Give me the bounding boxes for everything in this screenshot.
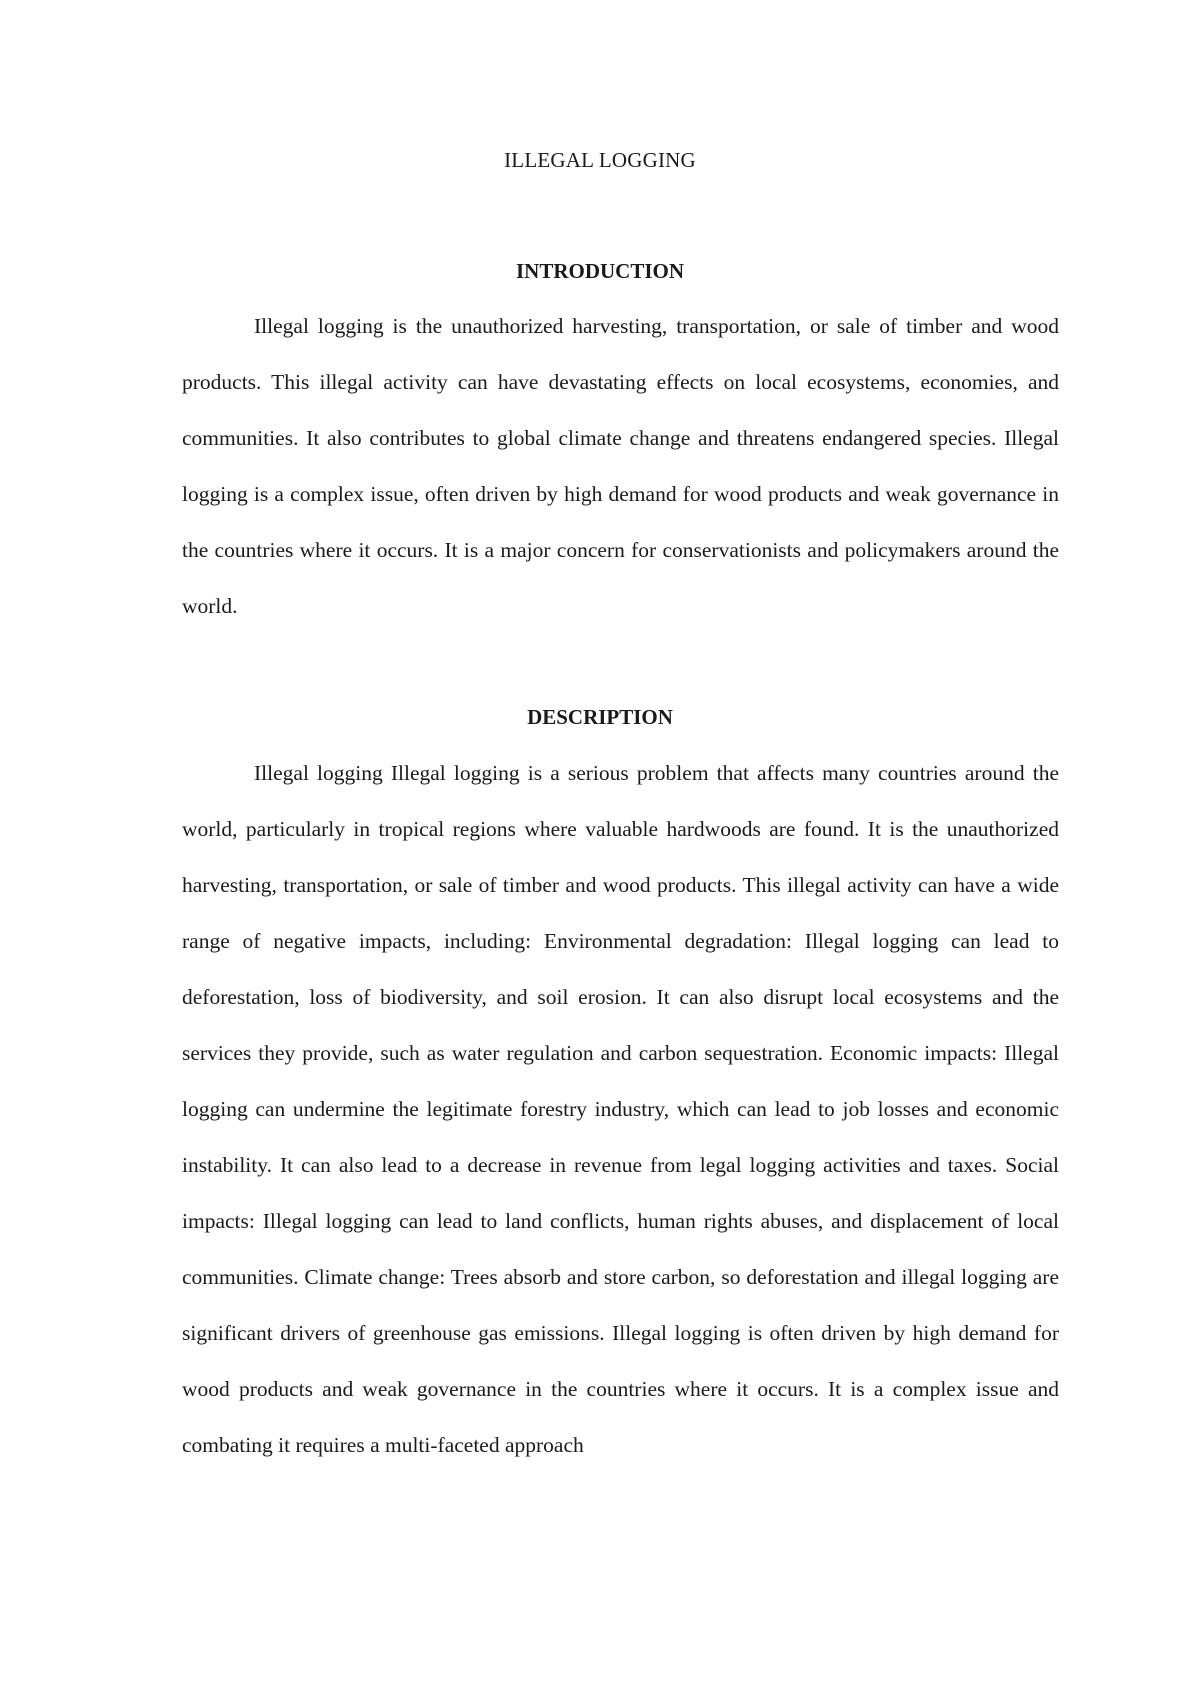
paragraph-introduction: Illegal logging is the unauthorized harvesting, transportation, or sale of timber and wood products. This illegal activity can have devastating effects on local ecosystems, economies, and communities. It also contributes to global climate change and threatens endangered species. Illegal logging is a complex issue, often driven by high demand for wood products and weak governance in the countries where it occurs. It is a major concern for conservationists and policymakers around the world. — [182, 314, 1059, 618]
paragraph-description: Illegal logging Illegal logging is a serious problem that affects many countries around the world, particularly in tropical regions where valuable hardwoods are found. It is the unauthorized harvesting, transportation, or sale of timber and wood products. This illegal activity can have a wide range of negative impacts, including: Environmental degradation: Illegal logging can lead to deforestation, loss of biodiversity, and soil erosion. It can also disrupt local ecosystems and the services they provide, such as water regulation and carbon sequestration. Economic impacts: Illegal logging can undermine the legitimate forestry industry, which can lead to job losses and economic instability. It can also lead to a decrease in revenue from legal logging activities and taxes. Social impacts: Illegal logging can lead to land conflicts, human rights abuses, and displacement of local communities. Climate change: Trees absorb and store carbon, so deforestation and illegal logging are significant drivers of greenhouse gas emissions. Illegal logging is often driven by high demand for wood products and weak governance in the countries where it occurs. It is a complex issue and combating it requires a multi-faceted approach — [182, 761, 1059, 1457]
section-heading-introduction: INTRODUCTION — [515, 259, 685, 283]
document-title: ILLEGAL LOGGING — [504, 148, 696, 172]
section-heading-description: DESCRIPTION — [527, 705, 673, 729]
